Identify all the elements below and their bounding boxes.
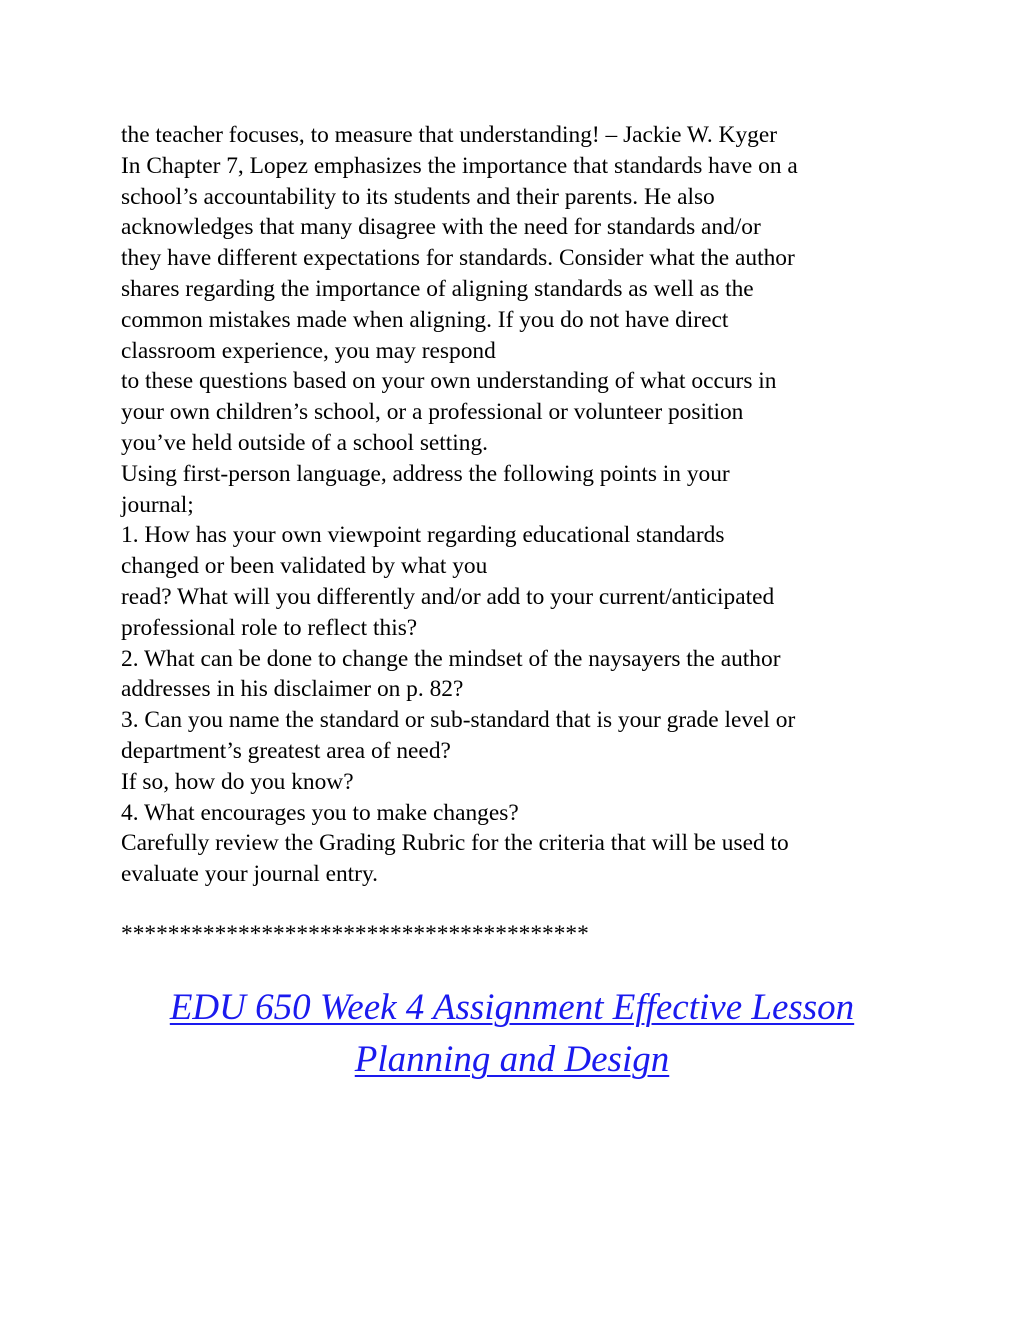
text-line: school’s accountability to its students and their parents. He also	[121, 183, 715, 210]
body-text	[121, 120, 921, 890]
asterisk-separator: ****************************************	[121, 921, 589, 947]
text-line: addresses in his disclaimer on p. 82?	[121, 676, 464, 703]
edu-650-week-4-link[interactable]	[170, 987, 854, 1080]
text-line: 4. What encourages you to make changes?	[121, 799, 519, 826]
text-line: read? What will you differently and/or add to your current/anticipated	[121, 583, 775, 610]
text-line: they have different expectations for standards. Consider what the author	[121, 245, 795, 272]
text-line: common mistakes made when aligning. If you do not have direct	[121, 306, 729, 333]
text-line: Carefully review the Grading Rubric for the criteria that will be used to	[121, 830, 789, 857]
text-line: department’s greatest area of need?	[121, 737, 451, 764]
text-line: shares regarding the importance of aligning standards as well as the	[121, 275, 754, 302]
text-line: your own children’s school, or a professional or volunteer position	[121, 399, 744, 426]
text-line: you’ve held outside of a school setting.	[121, 429, 489, 456]
text-line: changed or been validated by what you	[121, 553, 488, 580]
text-line: the teacher focuses, to measure that understanding! – Jackie W. Kyger	[121, 122, 778, 148]
link-title-block	[0, 982, 1024, 1086]
text-line: to these questions based on your own understanding of what occurs in	[121, 368, 777, 395]
text-line: 3. Can you name the standard or sub-standard that is your grade level or	[121, 707, 796, 734]
text-line: journal;	[121, 491, 194, 518]
text-line: professional role to reflect this?	[121, 614, 418, 641]
link-title-line-1: EDU 650 Week 4 Assignment Effective Lesson	[169, 987, 855, 1028]
text-line: classroom experience, you may respond	[121, 337, 496, 364]
link-title-line-2: Planning and Design	[354, 1039, 670, 1080]
text-line: acknowledges that many disagree with the need for standards and/or	[121, 214, 761, 241]
text-line: 2. What can be done to change the mindset of the naysayers the author	[121, 645, 781, 672]
text-line: In Chapter 7, Lopez emphasizes the importance that standards have on a	[121, 152, 798, 179]
text-line: Using first-person language, address the following points in your	[121, 460, 730, 487]
text-line: evaluate your journal entry.	[121, 861, 378, 888]
text-line: 1. How has your own viewpoint regarding educational standards	[121, 522, 725, 549]
text-line: If so, how do you know?	[121, 768, 354, 795]
